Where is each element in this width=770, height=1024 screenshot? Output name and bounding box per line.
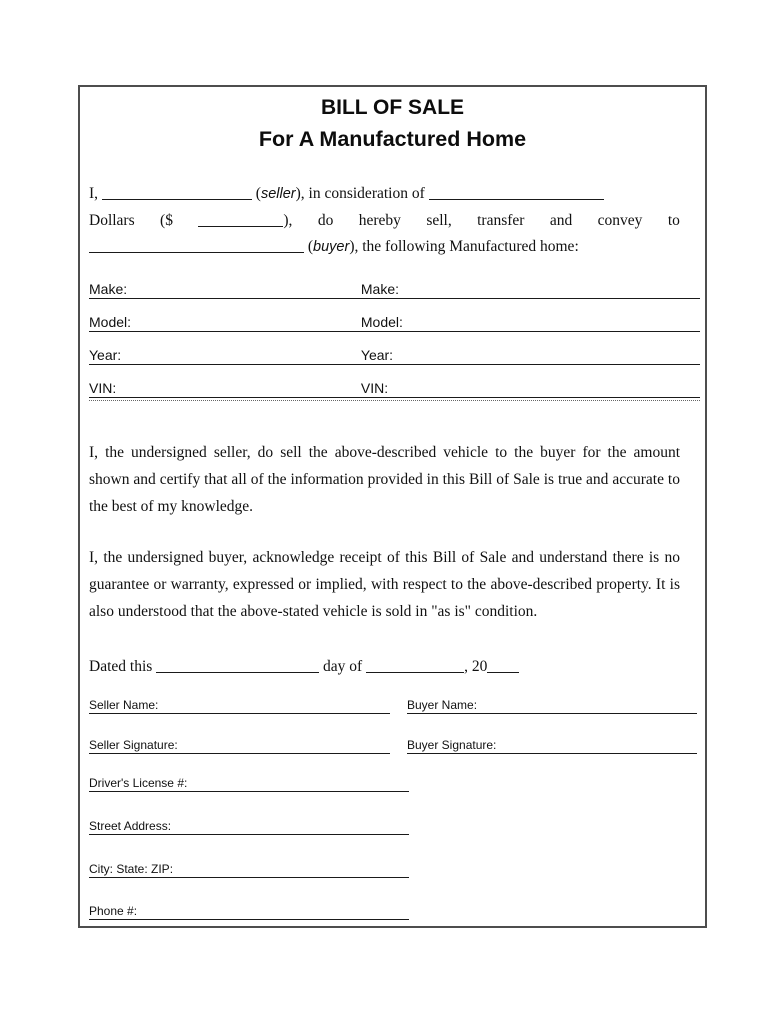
seller-statement-paragraph: I, the undersigned seller, do sell the above-described vehicle to the buyer for the amount shown and certify that all of the information provided in this Bill of Sale is true and accurate to the best of my knowledge. bbox=[89, 444, 680, 515]
title-block bbox=[80, 96, 705, 151]
seller-name-blank[interactable] bbox=[102, 198, 252, 200]
buyer-name-label: Buyer Name: bbox=[407, 698, 478, 712]
after-buyer-text: ), the following Manufactured home: bbox=[349, 238, 579, 255]
word-convey: convey bbox=[597, 211, 643, 229]
intro-line-1 bbox=[89, 181, 680, 208]
buyer-word: buyer bbox=[313, 239, 350, 255]
vin-label-right: VIN: bbox=[360, 380, 389, 396]
city-state-zip-field[interactable] bbox=[89, 864, 409, 878]
intro-section bbox=[89, 181, 680, 261]
word-sell: sell, bbox=[426, 211, 452, 229]
word-hereby: hereby bbox=[358, 211, 401, 229]
dated-middle: day of bbox=[323, 658, 363, 675]
after-seller-text: ), in consideration of bbox=[295, 185, 425, 202]
dated-year-blank[interactable] bbox=[487, 671, 519, 673]
model-label-left: Model: bbox=[89, 314, 132, 330]
intro-line-3 bbox=[89, 234, 680, 261]
dated-suffix: , 20 bbox=[464, 658, 488, 675]
model-label-right: Model: bbox=[360, 314, 403, 330]
drivers-license-label: Driver's License #: bbox=[89, 776, 188, 790]
word-close-paren: ), bbox=[283, 211, 293, 229]
buyer-statement-paragraph: I, the undersigned buyer, acknowledge receipt of this Bill of Sale and understand there is no guarantee or warranty, expressed or implied, with respect to the above-described property. It is also understood that the above-stated vehicle is sold in "as is" condition. bbox=[89, 549, 680, 620]
document-subtitle: For A Manufactured Home bbox=[258, 127, 527, 151]
dated-prefix: Dated this bbox=[89, 658, 153, 675]
word-transfer: transfer bbox=[477, 211, 525, 229]
model-field-row[interactable] bbox=[89, 313, 700, 332]
make-label-left: Make: bbox=[89, 281, 128, 297]
document-title: BILL OF SALE bbox=[320, 96, 465, 119]
word-to: to bbox=[667, 211, 680, 229]
street-address-field[interactable] bbox=[89, 821, 409, 835]
intro-line-2 bbox=[89, 208, 680, 235]
buyer-name-blank[interactable] bbox=[89, 251, 304, 253]
drivers-license-field[interactable] bbox=[89, 778, 409, 792]
name-row bbox=[89, 700, 697, 714]
dated-line bbox=[89, 653, 519, 680]
make-field-row[interactable] bbox=[89, 280, 700, 299]
dollar-amount-group bbox=[198, 208, 292, 235]
vin-field-row[interactable] bbox=[89, 379, 700, 398]
buyer-signature-field[interactable] bbox=[407, 740, 697, 754]
signature-row bbox=[89, 740, 697, 754]
seller-word: seller bbox=[260, 186, 296, 202]
seller-paren: ( bbox=[255, 185, 261, 202]
dated-month-blank[interactable] bbox=[366, 671, 464, 673]
form-frame bbox=[78, 85, 707, 928]
word-do: do bbox=[317, 211, 334, 229]
street-address-label: Street Address: bbox=[89, 819, 172, 833]
year-label-left: Year: bbox=[89, 347, 122, 363]
year-label-right: Year: bbox=[360, 347, 394, 363]
buyer-paren: ( bbox=[307, 238, 314, 255]
dollar-amount-blank[interactable] bbox=[198, 225, 283, 227]
word-dollars: Dollars bbox=[89, 211, 135, 229]
buyer-signature-label: Buyer Signature: bbox=[407, 738, 497, 752]
dated-day-blank[interactable] bbox=[156, 671, 319, 673]
seller-name-label: Seller Name: bbox=[89, 698, 159, 712]
buyer-name-field[interactable] bbox=[407, 700, 697, 714]
make-label-right: Make: bbox=[360, 281, 400, 297]
vehicle-fields-section bbox=[89, 280, 700, 412]
word-open-paren-dollar: ($ bbox=[160, 211, 173, 229]
intro-i-comma: I, bbox=[89, 185, 99, 202]
consideration-amount-blank[interactable] bbox=[429, 198, 604, 200]
word-and: and bbox=[549, 211, 573, 229]
seller-name-field[interactable] bbox=[89, 700, 390, 714]
year-field-row[interactable] bbox=[89, 346, 700, 365]
phone-field[interactable] bbox=[89, 906, 409, 920]
vin-label-left: VIN: bbox=[89, 380, 117, 396]
seller-signature-label: Seller Signature: bbox=[89, 738, 178, 752]
city-state-zip-label: City: State: ZIP: bbox=[89, 862, 174, 876]
phone-label: Phone #: bbox=[89, 904, 138, 918]
seller-signature-field[interactable] bbox=[89, 740, 390, 754]
